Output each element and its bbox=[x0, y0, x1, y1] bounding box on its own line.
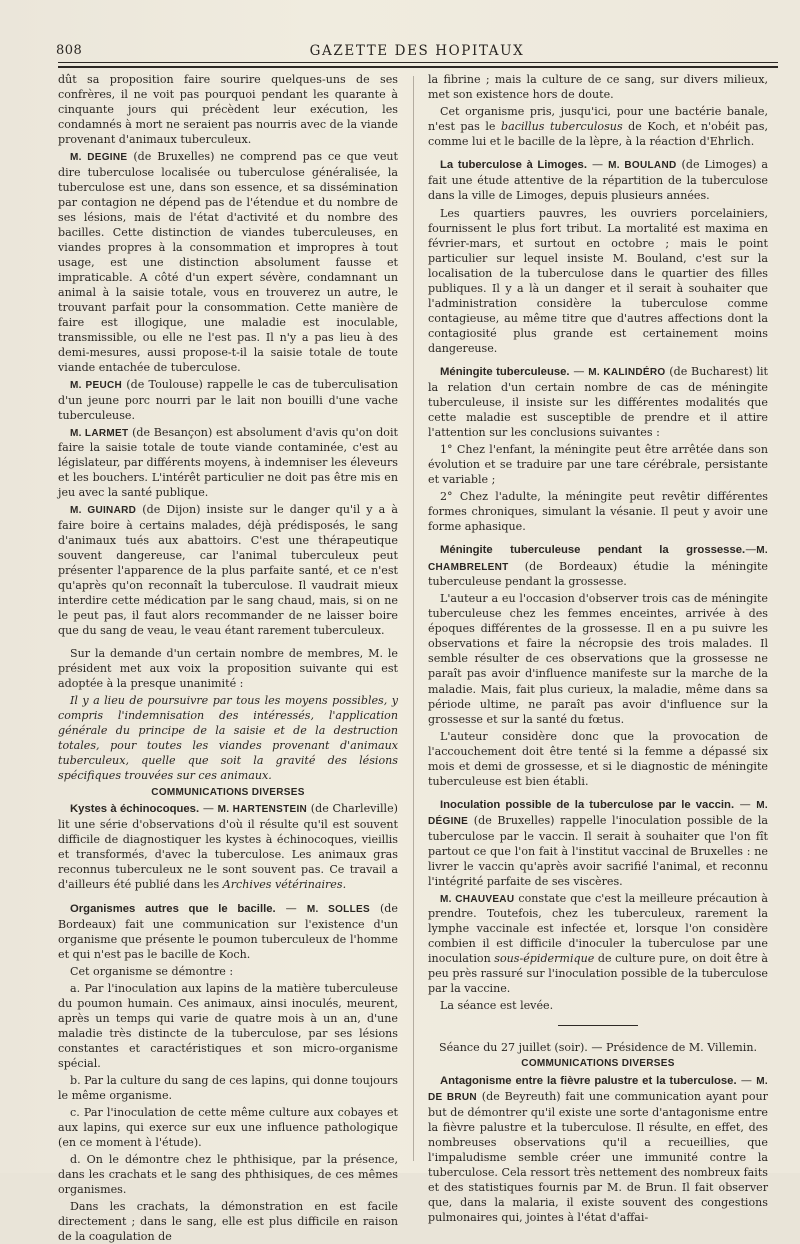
item-title: Antagonisme entre la fièvre palustre et la tuberculose. bbox=[440, 1075, 737, 1088]
paragraph: Inoculation possible de la tuberculose par le vaccin. — M. DÉGINE (de Bruxelles) rappelle l'inoculation possible de la tuberculose par le vaccin. Il serait à souhaiter que l'on fît partout ce que l'on fait à l'institut vaccinal de Bruxelles : ne livrer le vaccin qu'après avoir sacrifié l'animal, et reconnu l'intégrité parfaite de ses viscères. bbox=[428, 797, 768, 888]
item-title: Organismes autres que le bacille. bbox=[70, 902, 276, 915]
paragraph: b. Par la culture du sang de ces lapins, qui donne toujours le même organisme. bbox=[58, 1074, 398, 1103]
right-column bbox=[428, 72, 769, 1225]
speaker-name: M. DEGINE bbox=[70, 152, 128, 164]
paragraph: M. PEUCH (de Toulouse) rappelle le cas de tuberculisation d'un jeune porc nourri par le lait non bouilli d'une vache tuberculeuse. bbox=[58, 378, 398, 422]
speaker-name: M. DÉGINE bbox=[428, 799, 768, 828]
section-heading: COMMUNICATIONS DIVERSES bbox=[151, 786, 305, 798]
paragraph: M. LARMET (de Besançon) est absolument d'avis qu'on doit faire la saisie totale de toute viande contaminée, c'est au législateur, par différents moyens, à indemniser les éleveurs et les bouchers. L'intérêt particulier ne doit pas être mis en jeu avec la santé publique. bbox=[58, 425, 398, 500]
paragraph: 2° Chez l'adulte, la méningite peut revêtir différentes formes chroniques, simulant la vésanie. Il peut y avoir une forme aphasique. bbox=[428, 490, 768, 534]
speaker-name: M. DE BRUN bbox=[428, 1076, 768, 1104]
paragraph: a. Par l'inoculation aux lapins de la matière tuberculeuse du poumon humain. Ces animaux, ainsi inoculés, meurent, après un temps qui varie de quatre mois à un an, d'une maladie très distincte de la tuberculose, par ses lésions constantes et caractéristiques et son micro-organisme spécial. bbox=[58, 981, 398, 1071]
paragraph: d. On le démontre chez le phthisique, par la présence, dans les crachats et le sang des phthisiques, de ces mêmes organismes. bbox=[58, 1153, 398, 1197]
item-title: Inoculation possible de la tuberculose par le vaccin. bbox=[440, 798, 735, 811]
paragraph: Organismes autres que le bacille. — M. SOLLES (de Bordeaux) fait une communication sur l'existence d'un organisme que présente le poumon tuberculeux de l'homme et qui n'est pas le bacille de Koch. bbox=[58, 901, 398, 961]
speaker-name: M. KALINDÉRO bbox=[588, 366, 666, 378]
paragraph: la fibrine ; mais la culture de ce sang, sur divers milieux, met son existence hors de doute. bbox=[428, 73, 768, 102]
speaker-name: M. CHAMBRELENT bbox=[428, 545, 768, 573]
paragraph: dût sa proposition faire sourire quelques-uns de ses confrères, il ne voit pas pourquoi pendant les quarante à cinquante jours qui précèdent leur exécution, les condamnés à mort ne seraient pas nourris avec de la viande provenant d'animaux tuberculeux. bbox=[58, 73, 398, 147]
left-column bbox=[58, 72, 398, 1244]
session-heading: Séance du 27 juillet (soir). — Présidence de M. Villemin. bbox=[438, 1041, 758, 1055]
paragraph: Cet organisme se démontre : bbox=[70, 964, 234, 978]
item-title: Méningite tuberculeuse pendant la grossesse. bbox=[440, 544, 746, 557]
paragraph: c. Par l'inoculation de cette même culture aux cobayes et aux lapins, qui exerce sur eux une influence pathologique (en ce moment à l'étude). bbox=[58, 1106, 398, 1150]
running-title: GAZETTE DES HOPITAUX bbox=[309, 43, 525, 59]
paragraph: 1° Chez l'enfant, la méningite peut être arrêtée dans son évolution et se traduire par une tare cérébrale, persistante et variable ; bbox=[428, 443, 768, 487]
paragraph: Cet organisme pris, jusqu'ici, pour une bactérie banale, n'est pas le bacillus tuberculosus de Koch, et n'obéit pas, comme lui et le bacille de la lèpre, à la réaction d'Ehrlich. bbox=[428, 105, 768, 149]
paragraph: Méningite tuberculeuse. — M. KALINDÉRO (de Bucharest) lit la relation d'un certain nombre de cas de méningite tuberculeuse, il insiste sur les différentes modalités que cette maladie est susceptible de prendre et il attire l'attention sur les conclusions suivantes : bbox=[428, 364, 769, 440]
speaker-name: M. GUINARD bbox=[70, 505, 137, 517]
paragraph: M. CHAUVEAU constate que c'est la meilleure précaution à prendre. Toutefois, chez les tuberculeux, rarement la lymphe vaccinale est infectée et, lorsque l'on considère combien il est difficile d'inoculer la tuberculose par une inoculation sous-épidermique de culture pure, on doit être à peu près rassuré sur l'inoculation possible de la tuberculose par la vaccine. bbox=[428, 891, 768, 996]
paragraph: Sur la demande d'un certain nombre de membres, M. le président met aux voix la proposition suivante qui est adoptée à la presque unanimité : bbox=[58, 647, 398, 691]
paragraph: Dans les crachats, la démonstration en est facile directement ; dans le sang, elle est plus difficile en raison de la coagulation de bbox=[58, 1200, 398, 1244]
paragraph: Méningite tuberculeuse pendant la grossesse.—M. CHAMBRELENT (de Bordeaux) étudie la méningite tuberculeuse pendant la grossesse. bbox=[428, 543, 768, 589]
item-title: Méningite tuberculeuse. bbox=[440, 365, 570, 378]
resolution-text: Il y a lieu de poursuivre par tous les moyens possibles, y compris l'indemnisation des intéressés, l'application générale du principe de la saisie et de la destruction totales, pour toutes les viandes provenant d'animaux tuberculeux, quelle que soit la gravité des lésions spécifiques trouvées sur ces animaux. bbox=[58, 694, 398, 783]
speaker-name: M. BOULAND bbox=[608, 160, 677, 172]
paragraph: La tuberculose à Limoges. — M. BOULAND (de Limoges) a fait une étude attentive de la répartition de la tuberculose dans la ville de Limoges, depuis plusieurs années. bbox=[428, 158, 768, 203]
page-header bbox=[56, 40, 778, 60]
column-divider bbox=[413, 76, 414, 1161]
section-heading: COMMUNICATIONS DIVERSES bbox=[521, 1058, 675, 1070]
paragraph: M. DEGINE (de Bruxelles) ne comprend pas ce que veut dire tuberculose localisée ou tuberculose généralisée, la tuberculose est une, dans son essence, et sa dissémination par contagion ne dépend pas de l'étendue et du nombre de ses lésions, mais de l'état d'activité et du nombre des bacilles. Cette distinction de viandes tuberculeuses, en viandes propres à la consommation et impropres à tout usage, est une distinction absolument fausse et impraticable. A côté d'un expert sévère, condamnant un animal à la saisie totale, vous en trouverez un autre, le trouvant parfait pour la consommation. Cette manière de faire est illogique, une maladie est inoculable, transmissible, ou elle ne l'est pas. Il n'y a pas lieu à des demi-mesures, aussi propose-t-il la saisie totale de toute viande entachée de tuberculose. bbox=[58, 150, 398, 375]
speaker-name: M. HARTENSTEIN bbox=[217, 804, 308, 816]
paragraph: Les quartiers pauvres, les ouvriers porcelainiers, fournissent le plus fort tribut. La mortalité est maxima en février-mars, et surtout en octobre ; mais le point particulier sur lequel insiste M. Bouland, c'est sur la localisation de la tuberculose dans le quartier des filles publiques. Il y a là un danger et il serait à souhaiter que l'administration considère la tuberculose comme contagieuse, au même titre que d'autres affections dont la contagiosité plus grande est certainement moins dangereuse. bbox=[428, 206, 768, 355]
paragraph: L'auteur a eu l'occasion d'observer trois cas de méningite tuberculeuse chez les femmes enceintes, arrivée à des époques différentes de la grossesse. Il en a pu suivre les observations et faire la nécropsie des trois malades. Il semble résulter de ces observations que la grossesse ne paraît pas avoir d'influence manifeste sur la marche de la maladie. Mais, fait plus curieux, la maladie, même dans sa période ultime, ne paraît pas avoir d'influence sur la grossesse et sur la santé du fœtus. bbox=[428, 592, 768, 726]
paragraph: Kystes à échinocoques. — M. HARTENSTEIN (de Charleville) lit une série d'observations d'où il résulte qu'il est souvent difficile de diagnostiquer les kystes à échinocoques, vieillis et transformés, d'avec la tuberculose. Les animaux gras reconnus tuberculeux ne le sont souvent pas. Ce travail a d'ailleurs été publié dans les Archives vétérinaires. bbox=[58, 802, 398, 892]
paragraph: La séance est levée. bbox=[440, 999, 554, 1013]
paragraph: L'auteur considère donc que la provocation de l'accouchement doit être tenté si la femme a dépassé six mois et demi de grossesse, et si le diagnostic de méningite tuberculeuse est bien établi. bbox=[428, 729, 768, 788]
header-rule-thin bbox=[58, 62, 778, 63]
speaker-name: M. LARMET bbox=[70, 427, 129, 439]
speaker-name: M. SOLLES bbox=[306, 903, 370, 915]
section-rule bbox=[558, 1025, 638, 1026]
speaker-name: M. PEUCH bbox=[70, 380, 123, 392]
speaker-name: M. CHAUVEAU bbox=[440, 893, 515, 905]
page-number: 808 bbox=[56, 43, 83, 58]
paragraph: Antagonisme entre la fièvre palustre et la tuberculose. — M. DE BRUN (de Beyreuth) fait une communication ayant pour but de démontrer qu'il existe une sorte d'antagonisme entre la fièvre palustre et la tuberculose. Il résulte, en effet, des nombreuses observations qu'il a recueillies, que l'impaludisme semble créer une immunité contre la tuberculose. Cela ressort très nettement des nombreux faits et des statistiques fournis par M. de Brun. Il fait observer que, dans la malaria, il existe souvent des congestions pulmonaires qui, jointes à l'état d'affai- bbox=[428, 1074, 768, 1225]
item-title: La tuberculose à Limoges. bbox=[440, 159, 587, 172]
paragraph: M. GUINARD (de Dijon) insiste sur le danger qu'il y a à faire boire à certains malades, déjà prédisposés, le sang d'animaux tués aux abattoirs. C'est une thérapeutique souvent dangereuse, car l'animal tuberculeux peut présenter l'apparence de la plus parfaite santé, et ce n'est qu'après qu'on reconnaît la tuberculose. Il vaudrait mieux interdire cette médication par le sang chaud, mais, si on ne le peut pas, il faut alors recommander de ne laisser boire que du sang de veau, le veau étant rarement tuberculeux. bbox=[58, 503, 398, 638]
item-title: Kystes à échinocoques. bbox=[70, 803, 200, 816]
header-rule-thick bbox=[58, 66, 778, 68]
